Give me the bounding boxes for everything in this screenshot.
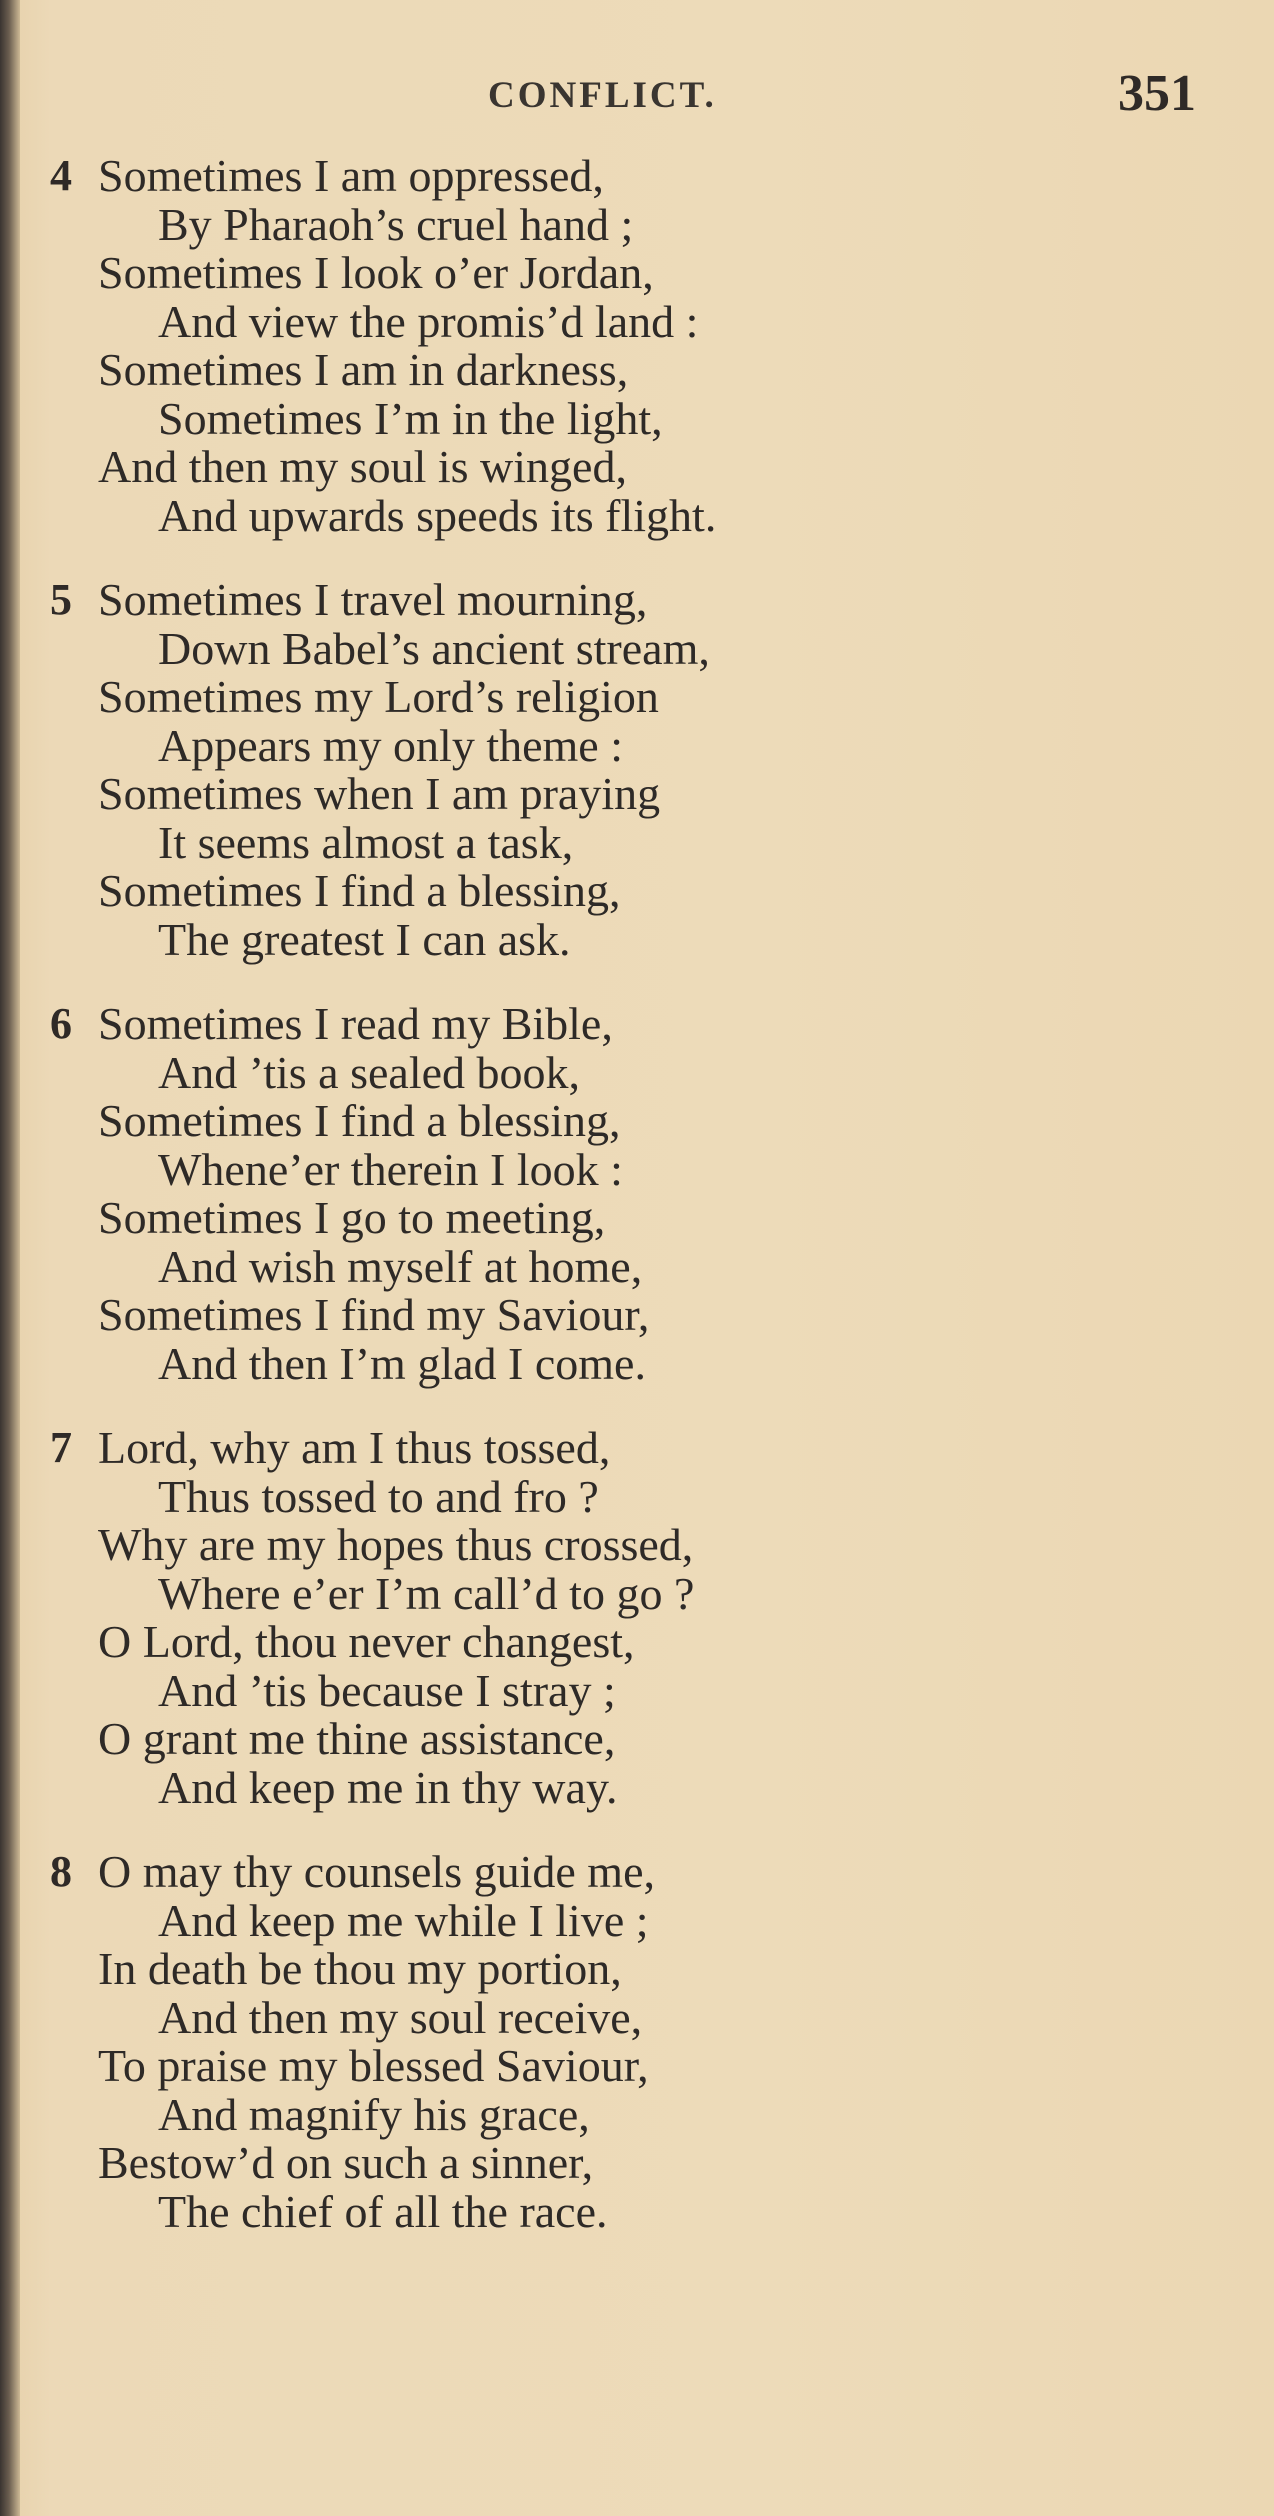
verse-line: Sometimes when I am praying [98, 768, 661, 819]
stanza-number: 6 [50, 999, 72, 1048]
verse-line: And then I’m glad I come. [158, 1337, 646, 1389]
verse-line: O Lord, thou never changest, [98, 1616, 635, 1667]
verse-line: Lord, why am I thus tossed, [98, 1422, 611, 1473]
verse-line: Sometimes I look o’er Jordan, [98, 247, 654, 298]
stanza-8 [0, 1848, 1274, 2236]
running-head: CONFLICT. [488, 75, 717, 116]
verse-line: Thus tossed to and fro ? [158, 1470, 599, 1522]
verse-line: Sometimes I am in darkness, [98, 344, 629, 395]
stanza-number: 8 [50, 1847, 72, 1896]
verse-line: Down Babel’s ancient stream, [158, 622, 710, 674]
stanza-5 [0, 576, 1274, 964]
verse-line: O may thy counsels guide me, [98, 1846, 656, 1897]
verse-line: And then my soul is winged, [98, 441, 627, 492]
verse-line: Sometimes I find a blessing, [98, 1095, 621, 1146]
verse-line: By Pharaoh’s cruel hand ; [158, 198, 634, 250]
stanza-number: 7 [50, 1423, 72, 1472]
verse-line: Sometimes I’m in the light, [158, 392, 663, 444]
verse-line: Sometimes my Lord’s religion [98, 671, 659, 722]
verse-line: Where e’er I’m call’d to go ? [158, 1567, 695, 1619]
stanza-6 [0, 1000, 1274, 1388]
verse-line: Sometimes I read my Bible, [98, 998, 613, 1049]
hymn-verses [0, 152, 1274, 2272]
verse-line: And keep me in thy way. [158, 1761, 618, 1813]
verse-line: And ’tis a sealed book, [158, 1046, 581, 1098]
verse-line: The greatest I can ask. [158, 913, 571, 965]
verse-line: To praise my blessed Saviour, [98, 2040, 649, 2091]
stanza-number: 5 [50, 575, 72, 624]
verse-line: It seems almost a task, [158, 816, 574, 868]
verse-line: Bestow’d on such a sinner, [98, 2137, 594, 2188]
verse-line: And magnify his grace, [158, 2088, 590, 2140]
verse-line: Sometimes I am oppressed, [98, 150, 604, 201]
verse-line: Whene’er therein I look : [158, 1143, 623, 1195]
verse-line: And upwards speeds its flight. [158, 489, 717, 541]
stanza-number: 4 [50, 151, 72, 200]
stanza-4 [0, 152, 1274, 540]
verse-line: Sometimes I travel mourning, [98, 574, 648, 625]
verse-line: And keep me while I live ; [158, 1894, 649, 1946]
verse-line: And ’tis because I stray ; [158, 1664, 616, 1716]
verse-line: Appears my only theme : [158, 719, 624, 771]
verse-line: Sometimes I find a blessing, [98, 865, 621, 916]
verse-line: Sometimes I find my Saviour, [98, 1289, 650, 1340]
page-header [0, 64, 1274, 124]
verse-line: In death be thou my portion, [98, 1943, 622, 1994]
verse-line: And view the promis’d land : [158, 295, 699, 347]
verse-line: The chief of all the race. [158, 2185, 608, 2237]
verse-line: And wish myself at home, [158, 1240, 643, 1292]
page-number: 351 [1118, 65, 1196, 122]
stanza-7 [0, 1424, 1274, 1812]
verse-line: O grant me thine assistance, [98, 1713, 616, 1764]
verse-line: Sometimes I go to meeting, [98, 1192, 606, 1243]
verse-line: Why are my hopes thus crossed, [98, 1519, 694, 1570]
verse-line: And then my soul receive, [158, 1991, 643, 2043]
